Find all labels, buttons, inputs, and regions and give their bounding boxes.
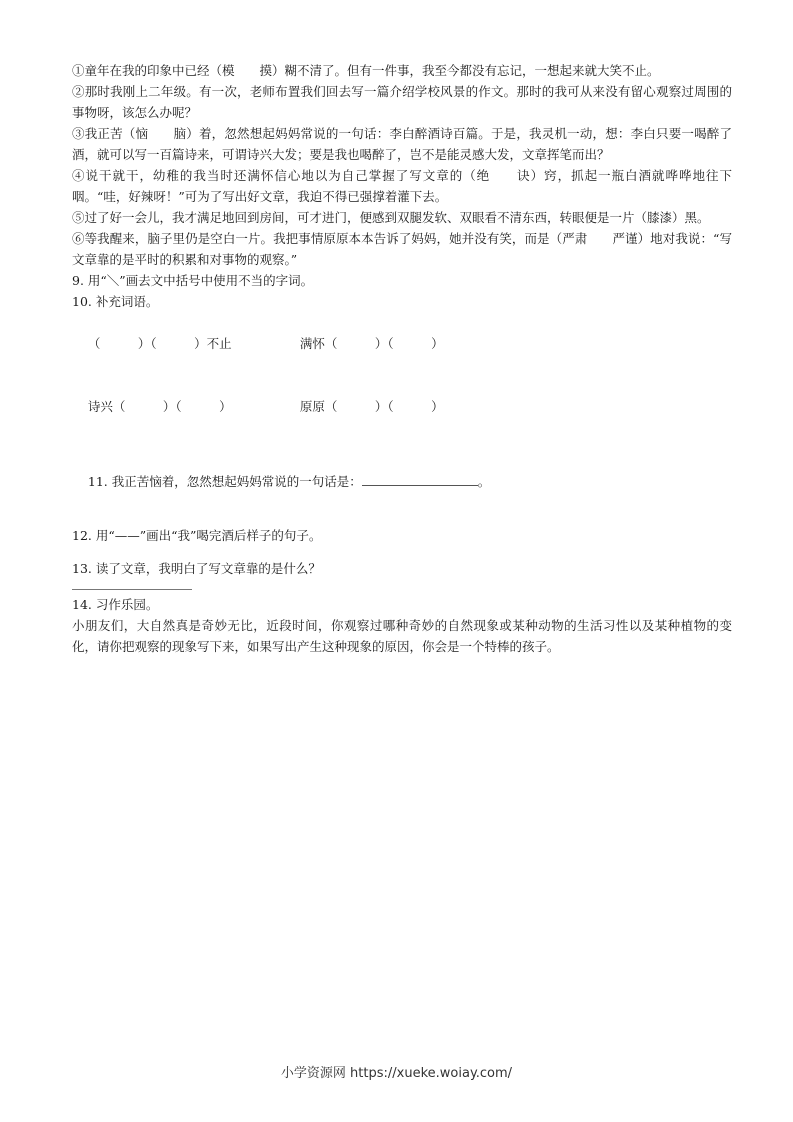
passage-paragraph-4: ④说干就干，幼稚的我当时还满怀信心地以为自己掌握了写文章的（绝 诀）窍，抓起一瓶白酒就哗哗地往下咽。“哇，好辣呀！”可为了写出好文章，我迫不得已强撑着灌下去。 [72, 168, 732, 204]
passage-paragraph-2: ②那时我刚上二年级。有一次，老师布置我们回去写一篇介绍学校风景的作文。那时的我可从来没有留心观察过周围的事物呀，该怎么办呢？ [72, 84, 732, 120]
worksheet-content [72, 60, 732, 657]
answer-blank-11[interactable] [362, 473, 478, 486]
fill-phrase-3[interactable]: 诗兴（ ）（ ） [87, 399, 232, 414]
question-14-body: 小朋友们，大自然真是奇妙无比，近段时间，你观察过哪种奇妙的自然现象或某种动物的生活习性以及某种植物的变化，请你把观察的现象写下来，如果写出产生这种现象的原因，你会是一个特棒的孩子。 [72, 618, 732, 654]
passage-paragraph-3: ③我正苦（恼 脑）着，忽然想起妈妈常说的一句话：李白醉酒诗百篇。于是，我灵机一动，想：李白只要一喝醉了酒，就可以写一百篇诗来，可谓诗兴大发；要是我也喝醉了，岂不是能灵感大发，文章挥笔而出？ [72, 126, 732, 162]
question-10-row-1 [72, 312, 732, 375]
question-11-end: 。 [477, 474, 491, 489]
fill-phrase-4[interactable]: 原原（ ）（ ） [299, 399, 444, 414]
fill-phrase-2[interactable]: 满怀（ ）（ ） [299, 336, 444, 351]
question-12: 12. 用“——”画出“我”喝完酒后样子的句子。 [72, 528, 322, 543]
question-9: 9. 用“＼”画去文中括号中使用不当的字词。 [72, 273, 314, 288]
question-11-text: 11. 我正苦恼着，忽然想起妈妈常说的一句话是： [87, 474, 362, 489]
question-10-row-2 [72, 375, 732, 438]
passage-paragraph-6: ⑥等我醒来，脑子里仍是空白一片。我把事情原原本本告诉了妈妈，她并没有笑，而是（严肃 严谨）地对我说：“写文章靠的是平时的积累和对事物的观察。” [72, 231, 732, 267]
question-11 [72, 450, 732, 513]
passage-paragraph-5: ⑤过了好一会儿，我才满足地回到房间，可才进门，便感到双腿发软、双眼看不清东西，转眼便是一片（膝漆）黑。 [72, 210, 710, 225]
question-14: 14. 习作乐园。 [72, 597, 159, 612]
answer-line-13[interactable] [72, 579, 192, 590]
question-10: 10. 补充词语。 [72, 294, 159, 309]
fill-phrase-1[interactable]: （ ）（ ）不止 [87, 336, 232, 351]
page-footer: 小学资源网 https://xueke.woiay.com/ [280, 1066, 513, 1081]
passage-paragraph-1: ①童年在我的印象中已经（模 摸）糊不清了。但有一件事，我至今都没有忘记，一想起来就大笑不止。 [72, 63, 660, 78]
question-13: 13. 读了文章，我明白了写文章靠的是什么？ [72, 561, 321, 576]
